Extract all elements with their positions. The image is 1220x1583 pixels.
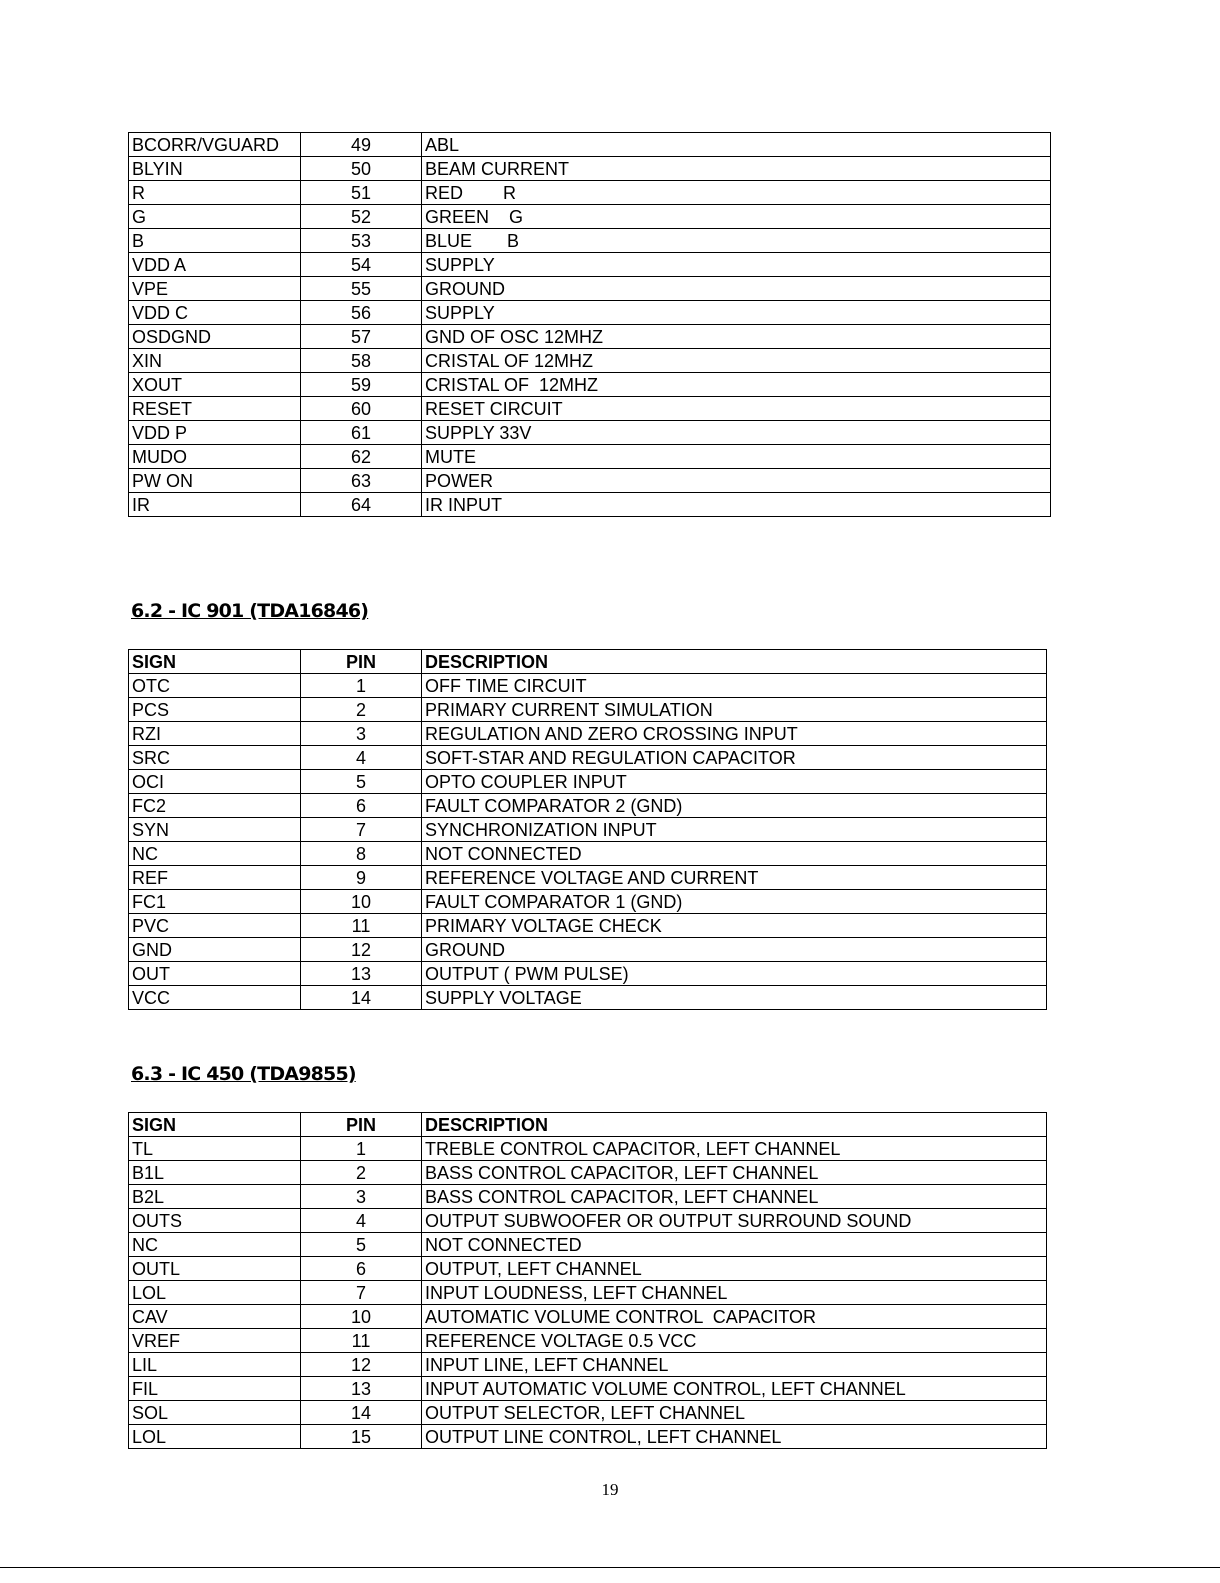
table-row [129,325,1051,349]
description-cell: SOFT-STAR AND REGULATION CAPACITOR [422,746,1047,770]
table-row [129,469,1051,493]
pin-cell: 4 [301,746,422,770]
sign-cell: XIN [129,349,301,373]
sign-cell: PW ON [129,469,301,493]
table-row [129,277,1051,301]
pin-cell: 1 [301,1137,422,1161]
sign-cell: OSDGND [129,325,301,349]
table-header-row [129,1113,1047,1137]
pin-cell: 5 [301,770,422,794]
pin-cell: 8 [301,842,422,866]
description-cell: GROUND [422,938,1047,962]
table-row [129,1377,1047,1401]
sign-cell: FC1 [129,890,301,914]
table-row [129,181,1051,205]
description-cell: BLUE B [422,229,1051,253]
table-row [129,421,1051,445]
sign-cell: BLYIN [129,157,301,181]
pin-cell: 59 [301,373,422,397]
sign-cell: OCI [129,770,301,794]
description-cell: OUTPUT ( PWM PULSE) [422,962,1047,986]
table-row [129,1305,1047,1329]
pin-cell: 4 [301,1209,422,1233]
table-row [129,1425,1047,1449]
pin-cell: 14 [301,986,422,1010]
description-cell: BASS CONTROL CAPACITOR, LEFT CHANNEL [422,1161,1047,1185]
pin-cell: 52 [301,205,422,229]
sign-cell: OUT [129,962,301,986]
table-row [129,722,1047,746]
description-cell: OUTPUT LINE CONTROL, LEFT CHANNEL [422,1425,1047,1449]
pin-cell: 64 [301,493,422,517]
pin-table-ic901 [128,649,1047,1010]
pin-column-header: PIN [301,650,422,674]
table-row [129,349,1051,373]
sign-cell: RZI [129,722,301,746]
sign-cell: VDD C [129,301,301,325]
table-row [129,373,1051,397]
sign-cell: CAV [129,1305,301,1329]
table-row [129,229,1051,253]
table-row [129,770,1047,794]
description-cell: SYNCHRONIZATION INPUT [422,818,1047,842]
pin-cell: 61 [301,421,422,445]
description-cell: IR INPUT [422,493,1051,517]
pin-column-header: PIN [301,1113,422,1137]
table-row [129,818,1047,842]
description-cell: SUPPLY VOLTAGE [422,986,1047,1010]
table-row [129,253,1051,277]
pin-cell: 2 [301,698,422,722]
sign-cell: B1L [129,1161,301,1185]
pin-table-ic450 [128,1112,1047,1449]
description-cell: ABL [422,133,1051,157]
table-row [129,1257,1047,1281]
sign-cell: TL [129,1137,301,1161]
sign-cell: GND [129,938,301,962]
sign-cell: PVC [129,914,301,938]
table-row [129,866,1047,890]
sign-cell: LIL [129,1353,301,1377]
pin-cell: 3 [301,722,422,746]
table-header [129,650,1047,674]
pin-cell: 7 [301,1281,422,1305]
description-cell: BEAM CURRENT [422,157,1051,181]
sign-cell: XOUT [129,373,301,397]
pin-cell: 14 [301,1401,422,1425]
sign-cell: VREF [129,1329,301,1353]
page-number: 19 [601,1480,619,1499]
description-cell: OPTO COUPLER INPUT [422,770,1047,794]
sign-cell: LOL [129,1425,301,1449]
sign-cell: R [129,181,301,205]
description-cell: OUTPUT SELECTOR, LEFT CHANNEL [422,1401,1047,1425]
description-cell: CRISTAL OF 12MHZ [422,373,1051,397]
description-cell: MUTE [422,445,1051,469]
description-cell: PRIMARY VOLTAGE CHECK [422,914,1047,938]
sign-cell: IR [129,493,301,517]
table-row [129,1329,1047,1353]
description-cell: BASS CONTROL CAPACITOR, LEFT CHANNEL [422,1185,1047,1209]
sign-cell: B2L [129,1185,301,1209]
pin-cell: 10 [301,890,422,914]
description-cell: POWER [422,469,1051,493]
pin-cell: 54 [301,253,422,277]
pin-cell: 49 [301,133,422,157]
pin-table-continued [128,132,1051,517]
pin-table-body [129,674,1047,1010]
pin-cell: 13 [301,1377,422,1401]
table-row [129,1233,1047,1257]
table-row [129,1353,1047,1377]
pin-cell: 56 [301,301,422,325]
table-row [129,1401,1047,1425]
table-row [129,746,1047,770]
pin-cell: 58 [301,349,422,373]
description-cell: TREBLE CONTROL CAPACITOR, LEFT CHANNEL [422,1137,1047,1161]
pin-cell: 11 [301,914,422,938]
table-row [129,986,1047,1010]
description-column-header: DESCRIPTION [422,650,1047,674]
description-cell: NOT CONNECTED [422,1233,1047,1257]
description-cell: GND OF OSC 12MHZ [422,325,1051,349]
page-bottom-rule [0,1567,1220,1568]
table-row [129,397,1051,421]
sign-cell: SYN [129,818,301,842]
sign-cell: REF [129,866,301,890]
pin-cell: 62 [301,445,422,469]
sign-cell: PCS [129,698,301,722]
pin-cell: 5 [301,1233,422,1257]
pin-cell: 12 [301,938,422,962]
pin-cell: 12 [301,1353,422,1377]
description-cell: OUTPUT, LEFT CHANNEL [422,1257,1047,1281]
description-cell: OUTPUT SUBWOOFER OR OUTPUT SURROUND SOUND [422,1209,1047,1233]
sign-column-header: SIGN [129,1113,301,1137]
table-row [129,205,1051,229]
pin-cell: 2 [301,1161,422,1185]
sign-cell: VDD A [129,253,301,277]
table-row [129,445,1051,469]
pin-cell: 53 [301,229,422,253]
pin-cell: 9 [301,866,422,890]
description-cell: GREEN G [422,205,1051,229]
pin-cell: 6 [301,794,422,818]
table-row [129,1137,1047,1161]
pin-cell: 15 [301,1425,422,1449]
pin-cell: 55 [301,277,422,301]
description-cell: GROUND [422,277,1051,301]
table-row [129,301,1051,325]
sign-cell: NC [129,842,301,866]
pin-cell: 11 [301,1329,422,1353]
pin-cell: 63 [301,469,422,493]
pin-cell: 10 [301,1305,422,1329]
description-cell: FAULT COMPARATOR 2 (GND) [422,794,1047,818]
pin-cell: 3 [301,1185,422,1209]
description-cell: CRISTAL OF 12MHZ [422,349,1051,373]
table-row [129,493,1051,517]
description-cell: INPUT AUTOMATIC VOLUME CONTROL, LEFT CHANNEL [422,1377,1047,1401]
pin-cell: 1 [301,674,422,698]
description-cell: SUPPLY [422,301,1051,325]
table-row [129,1281,1047,1305]
description-cell: INPUT LINE, LEFT CHANNEL [422,1353,1047,1377]
description-cell: NOT CONNECTED [422,842,1047,866]
table-row [129,962,1047,986]
sign-cell: BCORR/VGUARD [129,133,301,157]
table-row [129,157,1051,181]
sign-cell: FIL [129,1377,301,1401]
table-row [129,794,1047,818]
table-row [129,1209,1047,1233]
pin-table-body [129,133,1051,517]
description-cell: SUPPLY 33V [422,421,1051,445]
description-cell: REFERENCE VOLTAGE 0.5 VCC [422,1329,1047,1353]
table-row [129,842,1047,866]
table-row [129,1161,1047,1185]
table-row [129,914,1047,938]
table-row [129,890,1047,914]
sign-cell: FC2 [129,794,301,818]
description-cell: REFERENCE VOLTAGE AND CURRENT [422,866,1047,890]
table-row [129,938,1047,962]
sign-cell: SOL [129,1401,301,1425]
sign-cell: OTC [129,674,301,698]
sign-cell: OUTL [129,1257,301,1281]
description-cell: PRIMARY CURRENT SIMULATION [422,698,1047,722]
pin-cell: 50 [301,157,422,181]
pin-cell: 6 [301,1257,422,1281]
description-cell: REGULATION AND ZERO CROSSING INPUT [422,722,1047,746]
pin-table-body [129,1137,1047,1449]
description-column-header: DESCRIPTION [422,1113,1047,1137]
section-heading-ic901: 6.2 - IC 901 (TDA16846) [131,600,369,622]
table-header-row [129,650,1047,674]
section-heading-ic450: 6.3 - IC 450 (TDA9855) [131,1063,356,1085]
description-cell: OFF TIME CIRCUIT [422,674,1047,698]
description-cell: FAULT COMPARATOR 1 (GND) [422,890,1047,914]
description-cell: RESET CIRCUIT [422,397,1051,421]
description-cell: INPUT LOUDNESS, LEFT CHANNEL [422,1281,1047,1305]
sign-cell: VDD P [129,421,301,445]
sign-cell: MUDO [129,445,301,469]
sign-cell: NC [129,1233,301,1257]
sign-cell: SRC [129,746,301,770]
table-row [129,698,1047,722]
sign-cell: B [129,229,301,253]
pin-cell: 13 [301,962,422,986]
table-row [129,674,1047,698]
table-header [129,1113,1047,1137]
description-cell: AUTOMATIC VOLUME CONTROL CAPACITOR [422,1305,1047,1329]
description-cell: SUPPLY [422,253,1051,277]
pin-cell: 51 [301,181,422,205]
sign-cell: VPE [129,277,301,301]
sign-cell: VCC [129,986,301,1010]
table-row [129,1185,1047,1209]
sign-cell: G [129,205,301,229]
sign-cell: RESET [129,397,301,421]
sign-column-header: SIGN [129,650,301,674]
table-row [129,133,1051,157]
sign-cell: OUTS [129,1209,301,1233]
pin-cell: 7 [301,818,422,842]
pin-cell: 57 [301,325,422,349]
pin-cell: 60 [301,397,422,421]
description-cell: RED R [422,181,1051,205]
sign-cell: LOL [129,1281,301,1305]
